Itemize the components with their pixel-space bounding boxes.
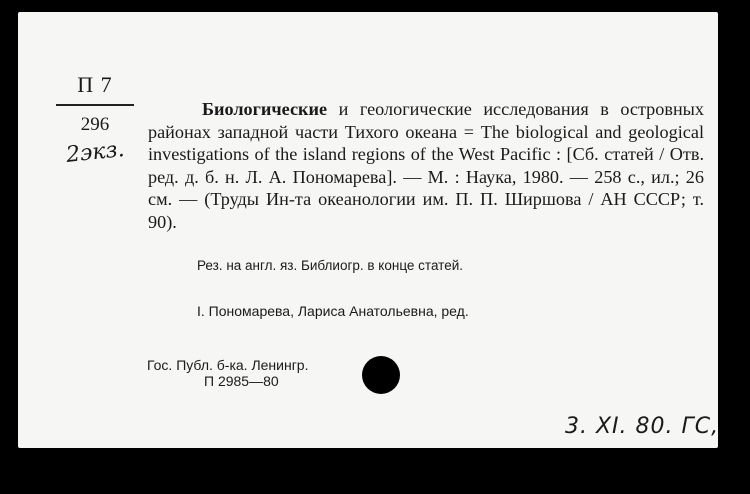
punch-hole — [362, 356, 400, 394]
shelf-mark-handwritten: 2экз. — [64, 137, 126, 168]
entry-text: и геологические исследования в островных районах западной части Тихого океана = The biological and geological investigations of the island regions of the West Pacific : [Сб. статей / Отв. ред. д. б. н. Л. А. Пономарева]. — М. : Наука, 1980. — 258 с., ил.; 26 см. — (Труды Ин-та океанологии им. П. П. Ширшова / АН СССР; т. 90). — [148, 99, 704, 232]
shelf-mark-top: П 7 — [77, 72, 113, 97]
scan-right-border — [718, 0, 750, 494]
entry-note: Рез. на англ. яз. Библиогр. в конце статей. — [197, 258, 463, 273]
scan-left-border — [0, 0, 18, 494]
shelf-mark-divider — [56, 104, 134, 106]
shelf-mark — [50, 72, 140, 168]
scan-bottom-border — [0, 448, 750, 494]
shelf-mark-number: 296 — [80, 114, 110, 135]
added-entry: I. Пономарева, Лариса Анатольевна, ред. — [197, 303, 469, 319]
library-code: П 2985—80 — [204, 373, 279, 389]
bibliographic-entry — [148, 98, 704, 233]
library-stamp — [147, 357, 309, 389]
entry-lead-word: Биологические — [202, 99, 328, 119]
library-name: Гос. Публ. б-ка. Ленингр. — [147, 357, 309, 373]
handwritten-date-note: 3. XI. 80. ГС, — [565, 414, 720, 439]
